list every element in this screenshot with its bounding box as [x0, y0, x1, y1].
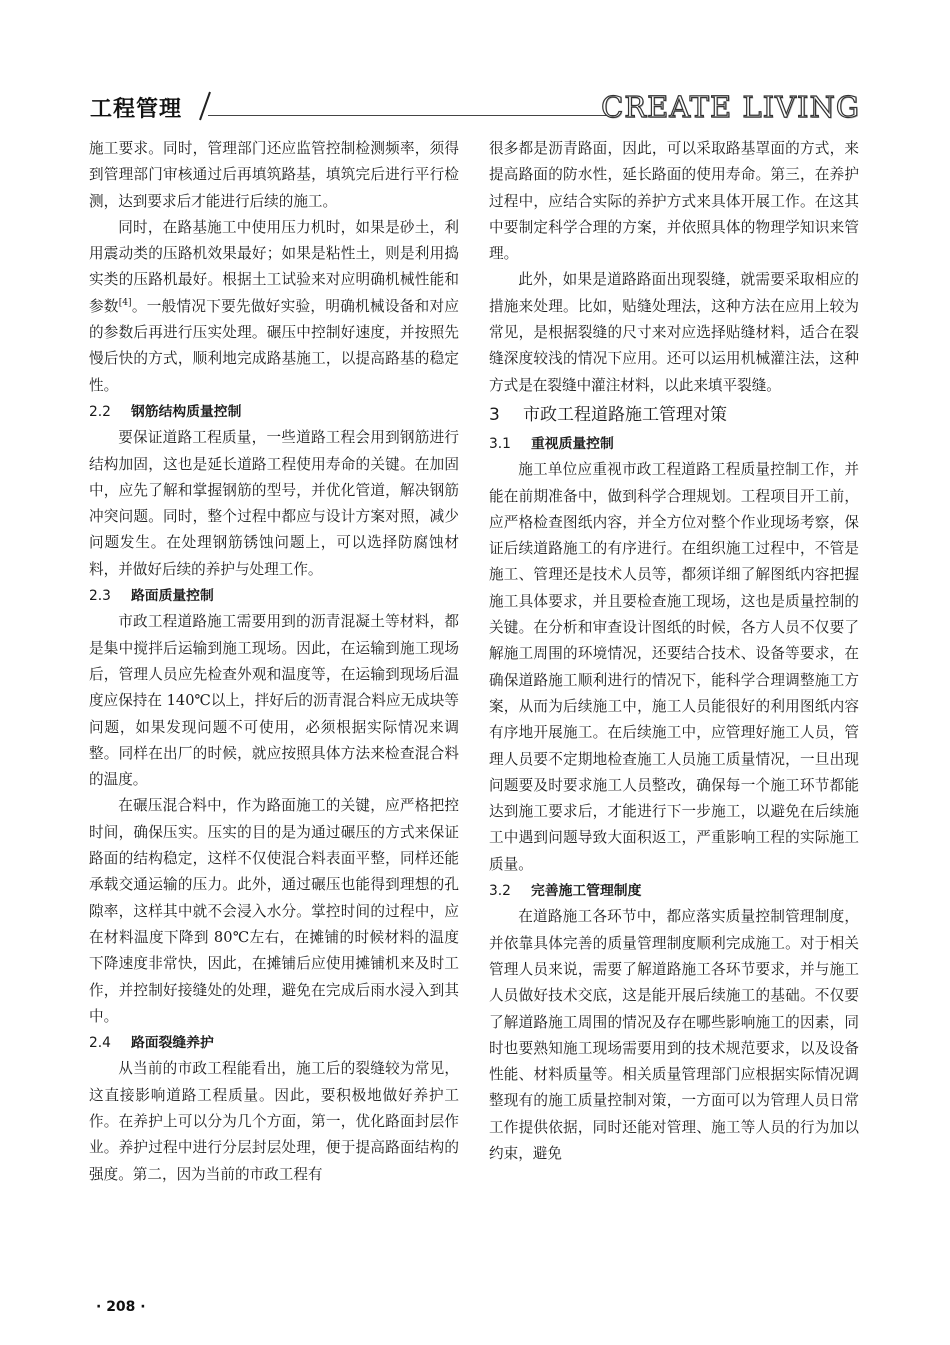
section-heading-3-2	[489, 878, 859, 904]
section-heading-2-4	[89, 1030, 459, 1056]
running-header	[90, 92, 860, 126]
brand-logo: CREATE LIVING	[601, 90, 860, 124]
paragraph: 在碾压混合料中，作为路面施工的关键，应严格把控时间，确保压实。压实的目的是为通过碾压的方式来保证路面的结构稳定，这样不仅使混合料表面平整，同样还能承载交通运输的压力。此外，通过碾压也能得到理想的孔隙率，这样其中就不会浸入水分。掌控时间的过程中，应在材料温度下降到 80℃左右，在摊铺的时候材料的温度下降速度非常快，因此，在摊铺后应使用摊铺机来及时工作，并控制好接缝处的处理，避免在完成后雨水浸入到其中。	[89, 797, 459, 1025]
section-title: 市政工程道路施工管理对策	[523, 404, 727, 425]
left-column	[89, 136, 459, 1188]
paragraph: 市政工程道路施工需要用到的沥青混凝土等材料，都是集中搅拌后运输到施工现场。因此，在运输到施工现场后，管理人员应先检查外观和温度等，在运输到现场后温度应保持在 140℃以上，拌好后的沥青混合料应无成块等问题，如果发现问题不可使用，必须根据实际情况来调整。同样在出厂的时候，就应按照具体方法来检查混合料的温度。	[89, 613, 459, 789]
paragraph: 要保证道路工程质量，一些道路工程会用到钢筋进行结构加固，这也是延长道路工程使用寿命的关键。在加固中，应先了解和掌握钢筋的型号，并优化管道，解决钢筋冲突问题。同时，整个过程中都应与设计方案对照，减少问题发生。在处理钢筋锈蚀问题上，可以选择防腐蚀材料，并做好后续的养护与处理工作。	[89, 429, 459, 578]
section-title: 完善施工管理制度	[531, 883, 642, 900]
paragraph: 很多都是沥青路面，因此，可以采取路基罩面的方式，来提高路面的防水性，延长路面的使用寿命。第三，在养护过程中，应结合实际的养护方式来具体开展工作。在这其中要制定科学合理的方案，并依照具体的物理学知识来管理。	[489, 140, 859, 263]
section-title: 路面质量控制	[131, 588, 214, 605]
header-slash-ornament	[198, 90, 212, 122]
journal-title: 工程管理	[90, 97, 183, 122]
paragraph: 施工要求。同时，管理部门还应监管控制检测频率，须得到管理部门审核通过后再填筑路基，填筑完后进行平行检测，达到要求后才能进行后续的施工。	[89, 140, 459, 210]
section-title: 钢筋结构质量控制	[131, 403, 242, 420]
section-number: 3.2	[489, 883, 511, 900]
citation-ref: [4]	[118, 297, 132, 308]
paragraph: 在道路施工各环节中，都应落实质量控制管理制度，并依靠具体完善的质量管理制度顺利完成施工。对于相关管理人员来说，需要了解道路施工各环节要求，并与施工人员做好技术交底，这是能开展后续施工的基础。不仅要了解道路施工周围的情况及存在哪些影响施工的因素，同时也要熟知施工现场需要用到的技术规范要求，以及设备性能、材料质量等。相关质量管理部门应根据实际情况调整现有的施工质量控制对策，一方面可以为管理人员日常工作提供依据，同时还能对管理、施工等人员的行为加以约束，避免	[489, 908, 859, 1162]
header-rule	[208, 115, 615, 116]
section-number: 3.1	[489, 435, 511, 452]
section-title: 路面裂缝养护	[131, 1035, 214, 1052]
paragraph-text: 。一般情况下要先做好实验，明确机械设备和对应的参数后再进行压实处理。碾压中控制好速度，并按照先慢后快的方式，顺利地完成路基施工，以提高路基的稳定性。	[89, 297, 459, 394]
section-title: 重视质量控制	[531, 435, 614, 452]
section-number: 2.3	[89, 588, 111, 605]
section-number: 2.4	[89, 1035, 111, 1052]
paragraph: 施工单位应重视市政工程道路工程质量控制工作，并能在前期准备中，做到科学合理规划。工程项目开工前，应严格检查图纸内容，并全方位对整个作业现场考察，保证后续道路施工的有序进行。在组织施工过程中，不管是施工、管理还是技术人员等，都须详细了解图纸内容把握施工具体要求，并且要检查施工现场，这也是质量控制的关键。在分析和审查设计图纸的时候，各方人员不仅要了解施工周围的环境情况，还要结合技术、设备等要求，在确保道路施工顺利进行的情况下，能科学合理调整施工方案，从而为后续施工中，施工人员能很好的利用图纸内容有序地开展施工。在后续施工中，应管理好施工人员，管理人员要不定期地检查施工人员施工质量情况，一旦出现问题要及时要求施工人员整改，确保每一个施工环节都能达到施工要求后，才能进行下一步施工，以避免在后续施工中遇到问题导致大面积返工，严重影响工程的实际施工质量。	[489, 461, 859, 873]
paragraph: 从当前的市政工程能看出，施工后的裂缝较为常见，这直接影响道路工程质量。因此，要积极地做好养护工作。在养护上可以分为几个方面，第一，优化路面封层作业。养护过程中进行分层封层处理，便于提高路面结构的强度。第二，因为当前的市政工程有	[89, 1060, 459, 1183]
section-number: 3	[489, 404, 500, 425]
paragraph	[89, 215, 459, 399]
page-number: · 208 ·	[96, 1299, 146, 1315]
section-heading-3	[489, 399, 859, 431]
right-column	[489, 136, 859, 1167]
section-heading-2-3	[89, 583, 459, 609]
section-heading-2-2	[89, 399, 459, 425]
paragraph: 此外，如果是道路路面出现裂缝，就需要采取相应的措施来处理。比如，贴缝处理法，这种方法在应用上较为常见，是根据裂缝的尺寸来对应选择贴缝材料，适合在裂缝深度较浅的情况下应用。还可以运用机械灌注法，这种方式是在裂缝中灌注材料，以此来填平裂缝。	[489, 271, 859, 394]
paragraph-text: 同时，在路基施工中使用压力机时，如果是砂土，利用震动类的压路机效果最好；如果是粘性土，则是利用捣实类的压路机最好。根据土工试验来对应明确机械性能和参数	[89, 218, 459, 315]
section-number: 2.2	[89, 403, 111, 420]
section-heading-3-1	[489, 431, 859, 457]
